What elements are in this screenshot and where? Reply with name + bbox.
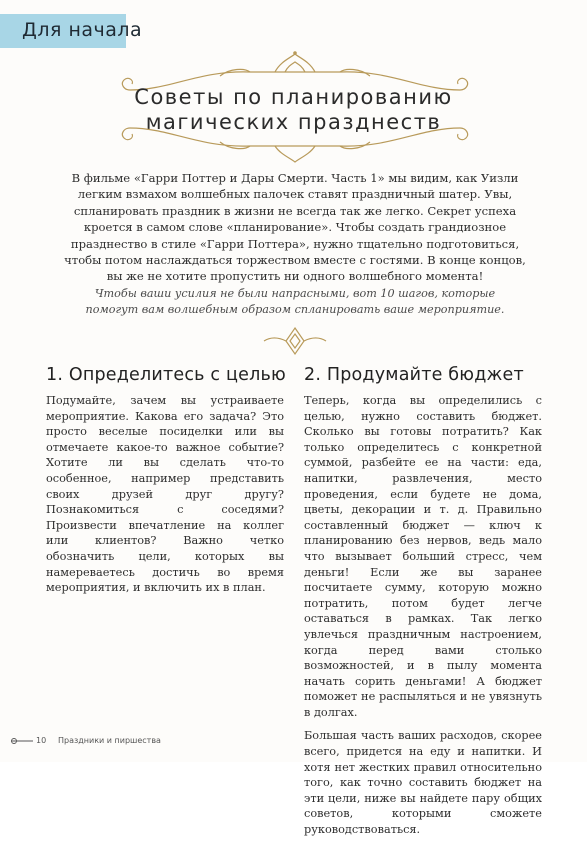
section1-body: [46, 393, 284, 604]
section2-paragraph: Большая часть ваших расходов, скорее всего, придется на еду и напитки. И хотя нет жестких правил относительно того, как точно составить бюджет на эти цели, ниже вы найдете пару общих советов, которыми сможете руководствоваться.: [304, 729, 542, 837]
page-footer: [0, 734, 587, 750]
section2-body: [304, 393, 542, 846]
section2-paragraph: Теперь, когда вы определились с целью, нужно составить бюджет. Сколько вы готовы потратить? Как только определитесь с конкретной суммой, разбейте ее на части: еда, напитки, развлечения, место проведения, если будете не дома, цветы, декорации и т. д. Правильно составленный бюджет — ключ к планированию без нервов, ведь мало что вызывает больший стресс, чем деньги! Если же вы заранее посчитаете сумму, которую можно потратить, потом будет легче оставаться в рамках. Так легко увлечься праздничным настроением, когда перед вами столько возможностей, и в пылу момента начать сорить деньгами! А бюджет поможет не распыляться и не увязнуть в долгах.: [304, 394, 542, 719]
flourish-ornament-icon: [110, 120, 480, 165]
page-title-line2: магических празднеств: [145, 110, 442, 134]
section-tab-label: Для начала: [22, 19, 143, 41]
page-number: 10: [36, 736, 47, 745]
section1-heading: 1. Определитесь с целью: [46, 365, 286, 385]
intro-paragraph: В фильме «Гарри Поттер и Дары Смерти. Часть 1» мы видим, как Уизли легким взмахом волшебных палочек ставят праздничный шатер. Увы, спланировать праздник в жизни не всегда так же легко. Секрет успеха кроется в самом слове «планирование». Чтобы создать грандиозное празднество в стиле «Гарри Поттера», нужно тщательно подготовиться, чтобы потом наслаждаться торжеством вместе с гостями. В конце концов, вы же не хотите пропустить ни одного волшебного момента!: [64, 171, 526, 284]
intro-italic-note: Чтобы ваши усилия не были напрасными, вот 10 шагов, которые помогут вам волшебным образом спланировать ваше мероприятие.: [85, 287, 505, 316]
section1-paragraph: Подумайте, зачем вы устраиваете мероприятие. Какова его задача? Это просто веселые посиделки или вы отмечаете какое-то важное событие? Хотите ли вы сделать что-то особенное, например представить своих друзей друг другу? Познакомиться с соседями? Произвести впечатление на коллег или клиентов? Важно четко обозначить цели, которых вы намереваетесь достичь во время мероприятия, и включить их в план.: [46, 394, 284, 595]
footer-flourish-icon: [10, 736, 34, 746]
section2-heading: 2. Продумайте бюджет: [304, 365, 524, 385]
diamond-ornament-icon: [262, 326, 328, 356]
page-title-line1: Советы по планированию: [134, 85, 453, 109]
footer-section-title: Праздники и пиршества: [58, 736, 161, 745]
